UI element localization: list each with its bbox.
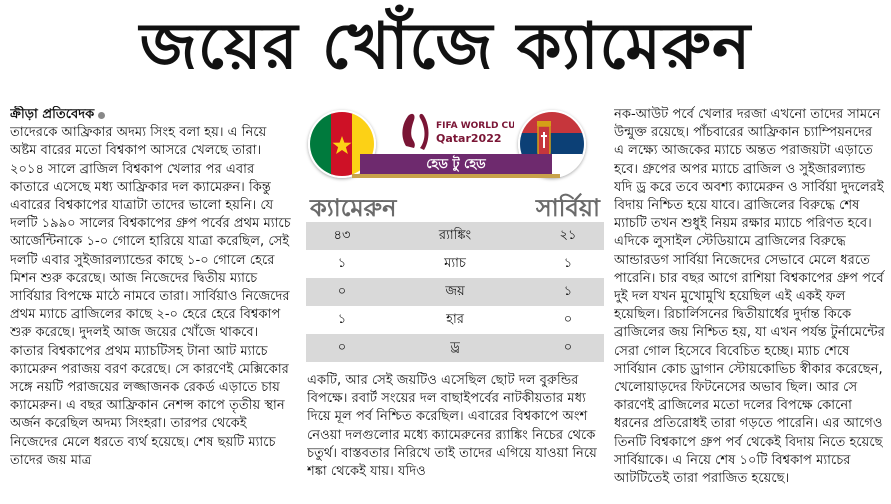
stats-row — [306, 306, 604, 334]
stats-row — [306, 222, 604, 250]
stat-serbia: ০ — [532, 334, 604, 362]
bullet-icon — [98, 112, 105, 119]
article-column-middle — [307, 372, 604, 502]
fifa-world-cup-logo — [394, 106, 514, 154]
banner-underline — [352, 174, 560, 178]
team-name-cameroon: ক্যামেরুন — [310, 194, 397, 222]
stats-table — [306, 222, 604, 362]
head-to-head-banner: হেড টু হেড — [360, 154, 552, 176]
stat-cameroon: ৪৩ — [306, 222, 378, 250]
team-name-serbia: সার্বিয়া — [535, 194, 600, 222]
head-to-head-panel — [306, 104, 604, 366]
stats-row — [306, 334, 604, 362]
stat-label: জয় — [378, 278, 532, 306]
stat-label: র‍্যাঙ্কিং — [378, 222, 532, 250]
byline-text: ক্রীড়া প্রতিবেদক — [10, 107, 95, 122]
stat-serbia: ০ — [532, 306, 604, 334]
stat-cameroon: ১ — [306, 306, 378, 334]
byline — [10, 106, 296, 124]
stat-cameroon: ০ — [306, 278, 378, 306]
logo-text-line1: FIFA WORLD CUP — [436, 121, 514, 131]
stat-serbia: ২১ — [532, 222, 604, 250]
stat-cameroon: ০ — [306, 334, 378, 362]
stats-row — [306, 250, 604, 278]
article-text-middle: একটি, আর সেই জয়টিও এসেছিল ছোট দল বুরুন্ডির বিপক্ষে। রবার্ট সংয়ের দল বাছাইপর্বের নাটকীয়তার মধ্য দিয়ে মূল পর্ব নিশ্চিত করেছিল। এবারের বিশ্বকাপে অংশ নেওয়া দলগুলোর মধ্যে ক্যামেরুনের র‍্যাঙ্কিং নিচের থেকে চতুর্থ। বাস্তবতার নিরিখে তাই তাদের এগিয়ে যাওয়া নিয়ে শঙ্কা থেকেই যায়। যদিও — [307, 373, 597, 480]
logo-text-line2: Qatar2022 — [436, 132, 502, 145]
stats-row — [306, 278, 604, 306]
article-text-left: তাদেরকে আফ্রিকার অদম্য সিংহ বলা হয়। এ নিয়ে অষ্টম বারের মতো বিশ্বকাপ আসরে খেলছে তারা। ২০১৪ সালে ব্রাজিল বিশ্বকাপ খেলার পর এবার কাতারে এসেছে মধ্য আফ্রিকার দল ক্যামেরুন। কিন্তু এবারের বিশ্বকাপের যাত্রাটা তাদের ভালো হয়নি। যে দলটি ১৯৯০ সালের বিশ্বকাপের গ্রুপ পর্বের প্রথম ম্যাচে আর্জেন্টিনাকে ১-০ গোলে হারিয়ে যাত্রা করেছিল, সেই দলটি এবার সুইজারল্যান্ডের কাছে ১-০ গোলে হেরে মিশন শুরু করেছে। আজ নিজেদের দ্বিতীয় ম্যাচে সার্বিয়ার বিপক্ষে মাঠে নামবে তারা। সার্বিয়াও নিজেদের প্রথম ম্যাচে ব্রাজিলের কাছে ২-০ হেরে হেরে বিশ্বকাপ শুরু করেছে। দুদলই আজ জয়ের খোঁজে থাকবে। কাতার বিশ্বকাপের প্রথম ম্যাচটিসহ টানা আট ম্যাচে ক্যামেরুন পরাজয় বরণ করেছে। সে কারণেই মেক্সিকোর সঙ্গে নয়টি পরাজয়ের লজ্জাজনক রেকর্ড এড়াতে চায় ক্যামেরুন। এ বছর আফ্রিকান নেশন্স কাপে তৃতীয় স্থান অর্জন করেছিল অদম্য সিংহরা। তারপর থেকেই নিজেদের মেলে ধরতে ব্যর্থ হয়েছে। শেষ ছয়টি ম্যাচে তাদের জয় মাত্র — [10, 125, 291, 468]
headline: জয়ের খোঁজে ক্যামেরুন — [139, 10, 752, 84]
stat-serbia: ১ — [532, 250, 604, 278]
stat-serbia: ১ — [532, 278, 604, 306]
stat-label: ম্যাচ — [378, 250, 532, 278]
article-text-right: নক-আউট পর্বে খেলার দরজা এখনো তাদের সামনে উন্মুক্ত রয়েছে। পাঁচবারের আফ্রিকান চ্যাম্পিয়নদের এ লক্ষ্যে আজকের ম্যাচে অন্তত পরাজয়টা এড়াতে হবে। গ্রুপের অপর ম্যাচে ব্রাজিল ও সুইজারল্যান্ড যদি ড্র করে তবে অবশ্য ক্যামেরুন ও সার্বিয়া দুদলেরই বিদায় নিশ্চিত হয়ে যাবে। ব্রাজিলের বিরুদ্ধে শেষ ম্যাচটি তখন শুধুই নিয়ম রক্ষার ম্যাচে পরিণত হবে। এদিকে লুসাইল স্টেডিয়ামে ব্রাজিলের বিরুদ্ধে আন্ডারডগ সার্বিয়া নিজেদের সেভাবে মেলে ধরতে পারেনি। চার বছর আগে রাশিয়া বিশ্বকাপের গ্রুপ পর্বে দুই দল যখন মুখোমুখি হয়েছিল এই একই ফল হয়েছিল। রিচার্লিসনের দ্বিতীয়ার্ধের দুর্দান্ত কিকে ব্রাজিলের জয় নিশ্চিত হয়, যা এখন পর্যন্ত টুর্নামেন্টের সেরা গোল হিসেবে বিবেচিত হচ্ছে। ম্যাচ শেষে সার্বিয়ান কোচ ড্রাগান স্টোয়কোভিচ স্বীকার করেছেন, খেলোয়াড়দের ফিটনেসের অভাব ছিল। আর সে কারণেই ব্রাজিলের মতো দলের বিপক্ষে কোনো ধরনের প্রতিরোধই তারা গড়তে পারেনি। এর আগেও তিনটি বিশ্বকাপে গ্রুপ পর্ব থেকেই বিদায় নিতে হয়েছে সার্বিয়াকে। এ নিয়ে শেষ ১০টি বিশ্বকাপ ম্যাচের আটটিতেই তারা পরাজিত হয়েছে। — [614, 107, 885, 487]
stat-cameroon: ১ — [306, 250, 378, 278]
article-column-left — [10, 106, 296, 502]
article-column-right — [614, 106, 886, 502]
stat-label: ড্র — [378, 334, 532, 362]
stat-label: হার — [378, 306, 532, 334]
